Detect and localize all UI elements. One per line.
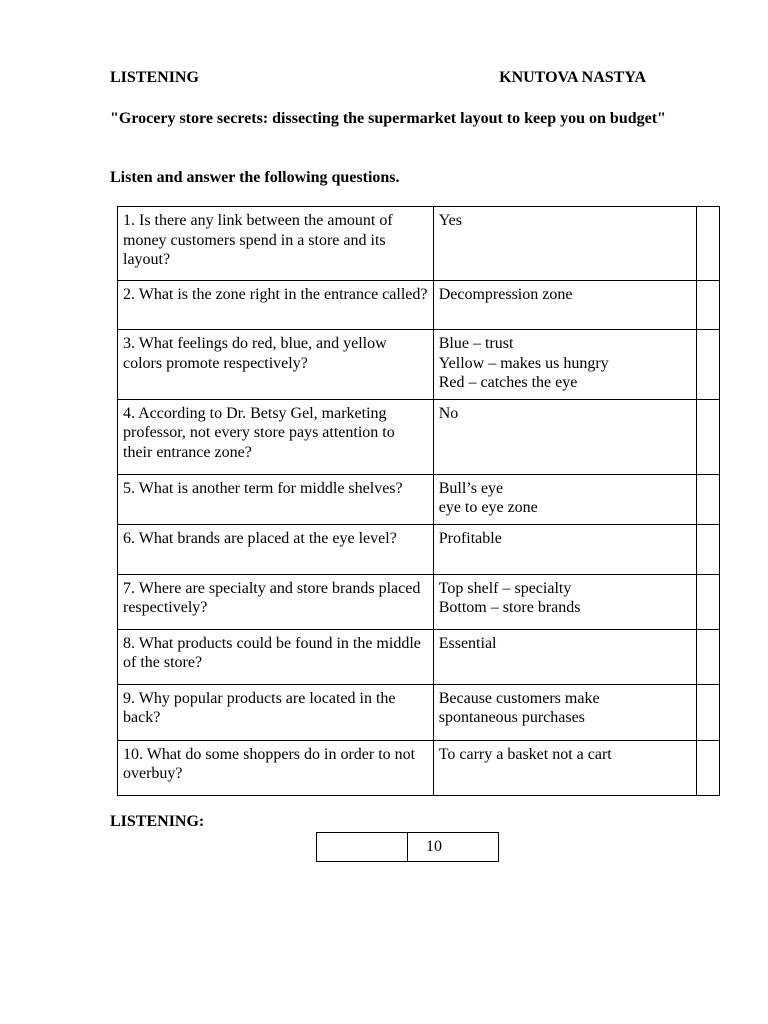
answer-cell [433,524,696,574]
question-cell: 9. Why popular products are located in the back? [118,684,434,740]
question-cell: 8. What products could be found in the middle of the store? [118,629,434,684]
answer-line: spontaneous purchases [438,709,585,726]
mark-cell [696,207,719,281]
mark-cell [696,330,719,400]
mark-cell [696,281,719,330]
mark-cell [696,474,719,524]
mark-cell [696,684,719,740]
answer-cell [433,684,696,740]
table-row [118,524,720,574]
table-row [118,574,720,629]
question-cell: 6. What brands are placed at the eye level? [118,524,434,574]
instructions: Listen and answer the following questions. [110,169,400,186]
question-cell: 4. According to Dr. Betsy Gel, marketing professor, not every store pays attention to their entrance zone? [118,399,434,474]
score-label: LISTENING: [110,813,205,830]
answer-line: Profitable [438,529,502,547]
answer-line: Bull’s eye [438,479,504,497]
table-row [118,207,720,281]
question-cell: 2. What is the zone right in the entrance called? [118,281,434,330]
answer-line: Because customers make [438,689,600,707]
mark-cell [696,524,719,574]
question-cell: 7. Where are specialty and store brands placed respectively? [118,574,434,629]
table-row [118,330,720,400]
table-row [118,474,720,524]
answer-line: Essential [438,634,497,652]
score-row [317,833,499,862]
answer-cell [433,740,696,795]
table-row [118,399,720,474]
answer-cell [433,399,696,474]
question-cell: 3. What feelings do red, blue, and yellow colors promote respectively? [118,330,434,400]
document-title: "Grocery store secrets: dissecting the supermarket layout to keep you on budget" [110,110,666,127]
table-row [118,629,720,684]
question-cell: 5. What is another term for middle shelves? [118,474,434,524]
answer-line: Red – catches the eye [438,374,578,391]
score-table [316,832,499,862]
answer-line: Bottom – store brands [438,599,581,616]
section-label: LISTENING [110,69,199,86]
answer-line: No [438,404,459,422]
answer-line: Yellow – makes us hungry [438,354,609,372]
answer-cell [433,330,696,400]
question-cell: 1. Is there any link between the amount of money customers spend in a store and its layout? [118,207,434,281]
answer-line: To carry a basket not a cart [438,745,612,763]
mark-cell [696,740,719,795]
score-value: 10 [408,833,499,862]
table-row [118,684,720,740]
question-cell: 10. What do some shoppers do in order to not overbuy? [118,740,434,795]
answer-line: Top shelf – specialty [438,579,572,597]
mark-cell [696,629,719,684]
answer-line: Blue – trust [438,335,514,352]
answer-line: Decompression zone [438,286,573,303]
question-table [117,206,720,796]
student-name: KNUTOVA NASTYA [499,69,646,86]
answer-line: Yes [438,212,462,229]
answer-line: eye to eye zone [438,499,538,516]
table-row [118,281,720,330]
answer-cell [433,207,696,281]
answer-cell [433,281,696,330]
answer-cell [433,574,696,629]
table-row [118,740,720,795]
mark-cell [696,399,719,474]
score-blank-cell [317,833,408,862]
answer-cell [433,474,696,524]
answer-cell [433,629,696,684]
mark-cell [696,574,719,629]
